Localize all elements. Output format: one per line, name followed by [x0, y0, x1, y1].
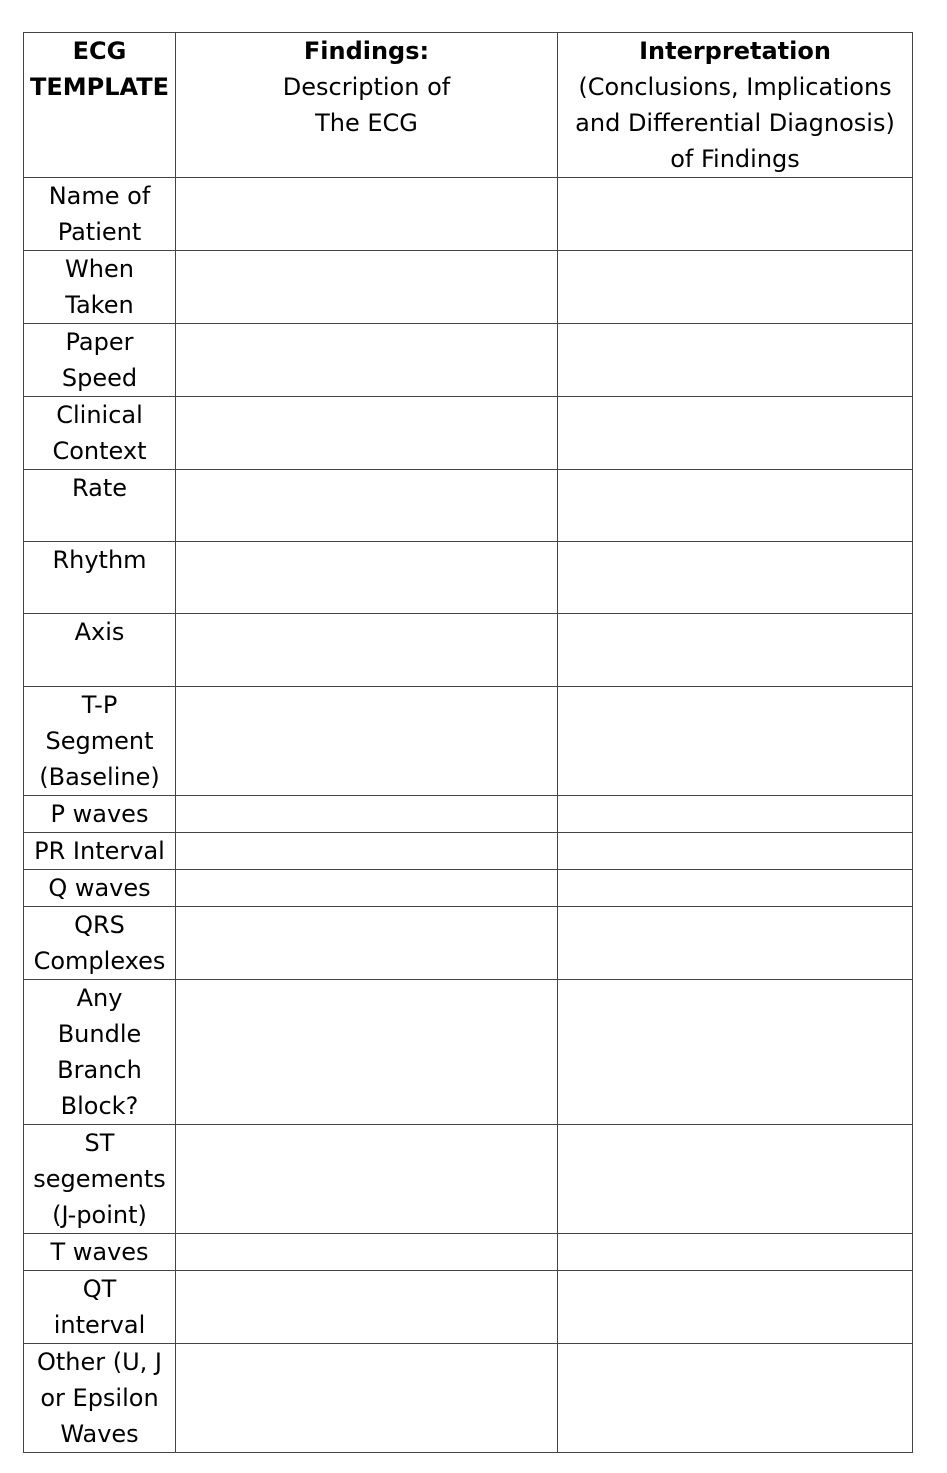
table-row — [24, 1124, 913, 1233]
findings-cell[interactable] — [176, 1233, 558, 1270]
row-label: Rate — [24, 470, 176, 542]
table-row — [24, 795, 913, 832]
findings-cell[interactable] — [176, 906, 558, 979]
row-label: QT interval — [24, 1270, 176, 1343]
interpretation-title: Interpretation — [639, 37, 831, 65]
table-row — [24, 251, 913, 324]
findings-cell[interactable] — [176, 1270, 558, 1343]
table-row — [24, 470, 913, 542]
interpretation-cell[interactable] — [558, 614, 913, 686]
row-label: QRS Complexes — [24, 906, 176, 979]
interpretation-cell[interactable] — [558, 251, 913, 324]
findings-cell[interactable] — [176, 251, 558, 324]
header-interpretation — [558, 33, 913, 178]
interpretation-cell[interactable] — [558, 979, 913, 1124]
interpretation-cell[interactable] — [558, 324, 913, 397]
ecg-table-body — [24, 178, 913, 1453]
table-row — [24, 1343, 913, 1452]
table-row — [24, 869, 913, 906]
table-row — [24, 178, 913, 251]
row-label: Rhythm — [24, 542, 176, 614]
row-label: Other (U, J or Epsilon Waves — [24, 1343, 176, 1452]
interpretation-cell[interactable] — [558, 1233, 913, 1270]
findings-cell[interactable] — [176, 178, 558, 251]
interpretation-cell[interactable] — [558, 470, 913, 542]
interpretation-cell[interactable] — [558, 397, 913, 470]
header-ecg-template: ECG TEMPLATE — [24, 33, 176, 178]
interpretation-cell[interactable] — [558, 542, 913, 614]
findings-cell[interactable] — [176, 832, 558, 869]
interpretation-cell[interactable] — [558, 1270, 913, 1343]
findings-cell[interactable] — [176, 1124, 558, 1233]
row-label: Name of Patient — [24, 178, 176, 251]
table-row — [24, 614, 913, 686]
findings-cell[interactable] — [176, 979, 558, 1124]
findings-cell[interactable] — [176, 1343, 558, 1452]
header-findings — [176, 33, 558, 178]
interpretation-cell[interactable] — [558, 832, 913, 869]
ecg-template-table — [23, 32, 913, 1453]
row-label: PR Interval — [24, 832, 176, 869]
row-label: ST segements (J-point) — [24, 1124, 176, 1233]
findings-cell[interactable] — [176, 614, 558, 686]
table-row — [24, 1270, 913, 1343]
findings-title: Findings: — [303, 37, 430, 65]
row-label: Clinical Context — [24, 397, 176, 470]
findings-cell[interactable] — [176, 470, 558, 542]
table-row — [24, 397, 913, 470]
row-label: T waves — [24, 1233, 176, 1270]
header-row — [24, 33, 913, 178]
table-row — [24, 324, 913, 397]
findings-cell[interactable] — [176, 397, 558, 470]
table-row — [24, 542, 913, 614]
row-label: T-P Segment (Baseline) — [24, 686, 176, 795]
row-label: Axis — [24, 614, 176, 686]
interpretation-cell[interactable] — [558, 178, 913, 251]
findings-subtitle: Description of The ECG — [282, 73, 451, 137]
table-row — [24, 832, 913, 869]
interpretation-cell[interactable] — [558, 795, 913, 832]
row-label: Any Bundle Branch Block? — [24, 979, 176, 1124]
table-row — [24, 979, 913, 1124]
table-row — [24, 906, 913, 979]
interpretation-cell[interactable] — [558, 906, 913, 979]
findings-cell[interactable] — [176, 686, 558, 795]
findings-cell[interactable] — [176, 795, 558, 832]
interpretation-subtitle: (Conclusions, Implications and Differential Diagnosis) of Findings — [575, 73, 895, 173]
interpretation-cell[interactable] — [558, 686, 913, 795]
interpretation-cell[interactable] — [558, 1343, 913, 1452]
findings-cell[interactable] — [176, 324, 558, 397]
row-label: Paper Speed — [24, 324, 176, 397]
findings-cell[interactable] — [176, 869, 558, 906]
row-label: P waves — [24, 795, 176, 832]
findings-cell[interactable] — [176, 542, 558, 614]
table-row — [24, 686, 913, 795]
row-label: Q waves — [24, 869, 176, 906]
table-row — [24, 1233, 913, 1270]
row-label: When Taken — [24, 251, 176, 324]
interpretation-cell[interactable] — [558, 1124, 913, 1233]
interpretation-cell[interactable] — [558, 869, 913, 906]
